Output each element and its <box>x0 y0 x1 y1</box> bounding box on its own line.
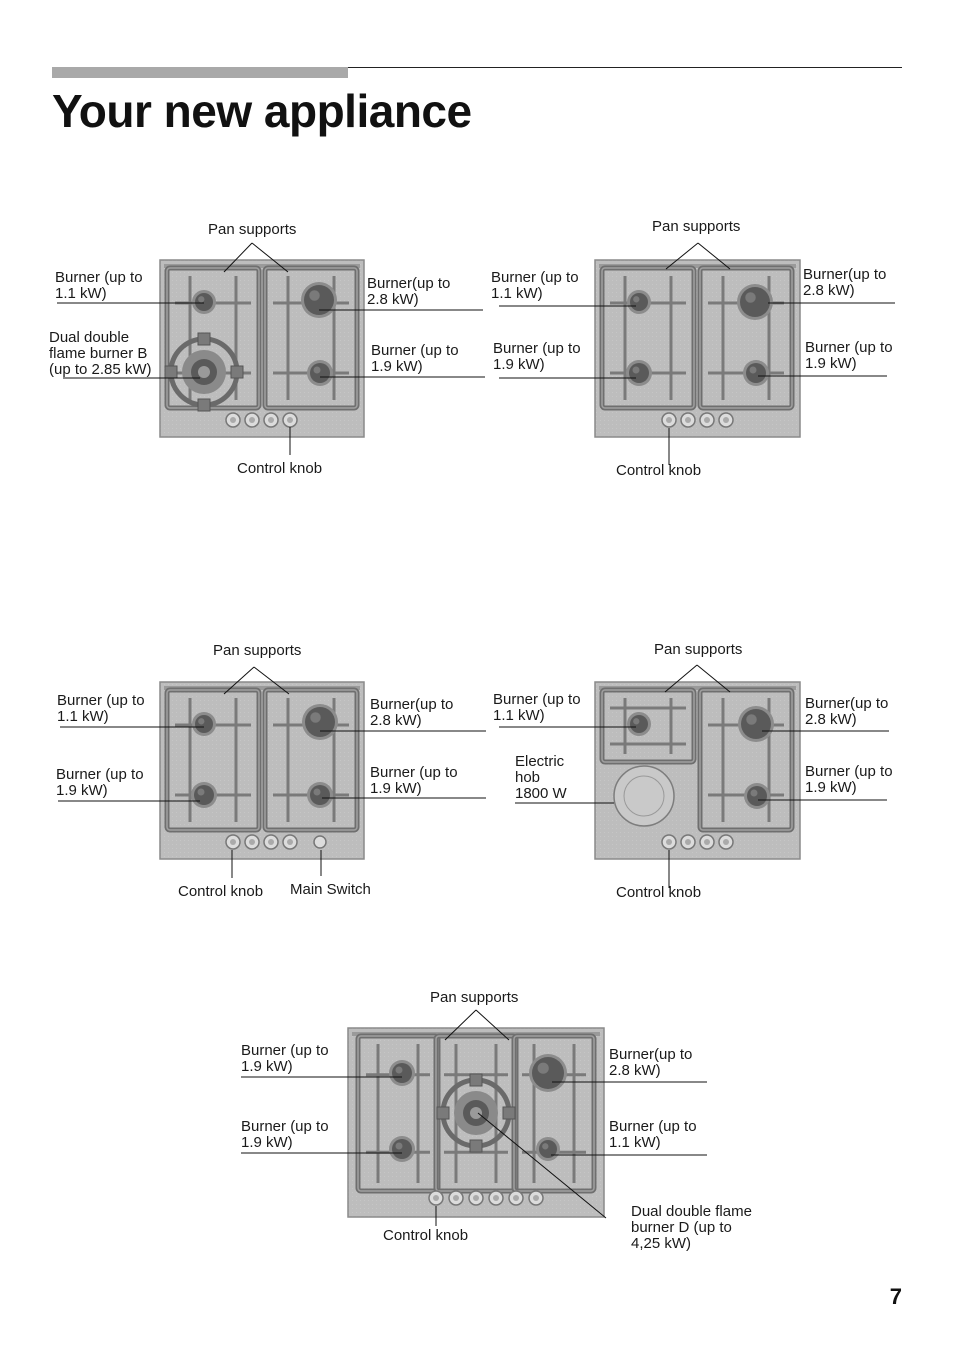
hob-4-electric-hob <box>614 766 674 826</box>
hob-3-pan-supports-label: Pan supports <box>213 642 302 659</box>
hob-1-burner-medium-label: Burner (up to 1.9 kW) <box>371 342 459 375</box>
hob-3-main-switch-label: Main Switch <box>290 881 371 898</box>
hob-2-pan-supports-label: Pan supports <box>652 218 741 235</box>
hob-4-burner-small-label: Burner (up to 1.1 kW) <box>493 691 581 724</box>
hob-5-burner-small-label: Burner (up to 1.1 kW) <box>609 1118 697 1151</box>
hob-3-burner-small-label: Burner (up to 1.1 kW) <box>57 692 145 725</box>
hob-3-burner-large-label: Burner(up to 2.8 kW) <box>370 696 454 729</box>
hob-4-control-knob-label: Control knob <box>616 884 702 901</box>
hob-5-control-knob-label: Control knob <box>383 1227 469 1244</box>
hob-1-pan-supports-label: Pan supports <box>208 221 297 238</box>
hob-5-dual-burner-label: Dual double flame burner D (up to 4,25 kW) <box>631 1203 752 1252</box>
hob-2-control-knob-label: Control knob <box>616 462 702 479</box>
hob-2-burner-small-label: Burner (up to 1.1 kW) <box>491 269 579 302</box>
hob-4-pan-supports-label: Pan supports <box>654 641 743 658</box>
hob-5-burner-large-label: Burner(up to 2.8 kW) <box>609 1046 693 1079</box>
hob-1-burner-large-label: Burner(up to 2.8 kW) <box>367 275 451 308</box>
hob-5-burner-medium-top-label: Burner (up to 1.9 kW) <box>241 1042 329 1075</box>
hob-4-burner-large-label: Burner(up to 2.8 kW) <box>805 695 889 728</box>
hob-5-burner-medium-bottom-label: Burner (up to 1.9 kW) <box>241 1118 329 1151</box>
hob-5-pan-supports-label: Pan supports <box>430 989 519 1006</box>
hob-2-burner-medium-right-label: Burner (up to 1.9 kW) <box>805 339 893 372</box>
hob-1-dual-burner-label: Dual double flame burner B (up to 2.85 kW) <box>49 329 152 378</box>
hob-1-burner-small-label: Burner (up to 1.1 kW) <box>55 269 143 302</box>
page-title: Your new appliance <box>52 85 472 137</box>
hob-3-main-switch <box>314 836 326 848</box>
hob-3-burner-medium-left-label: Burner (up to 1.9 kW) <box>56 766 144 799</box>
hob-2-burner-large-label: Burner(up to 2.8 kW) <box>803 266 887 299</box>
page-number: 7 <box>889 1284 902 1309</box>
hob-4-electric-hob-label: Electric hob 1800 W <box>515 753 567 802</box>
hob-3-burner-medium-right-label: Burner (up to 1.9 kW) <box>370 764 458 797</box>
hob-3-control-knob-label: Control knob <box>178 883 264 900</box>
hob-1-control-knob-label: Control knob <box>237 460 323 477</box>
hob-2-burner-medium-left-label: Burner (up to 1.9 kW) <box>493 340 581 373</box>
hob-4-burner-medium-label: Burner (up to 1.9 kW) <box>805 763 893 796</box>
